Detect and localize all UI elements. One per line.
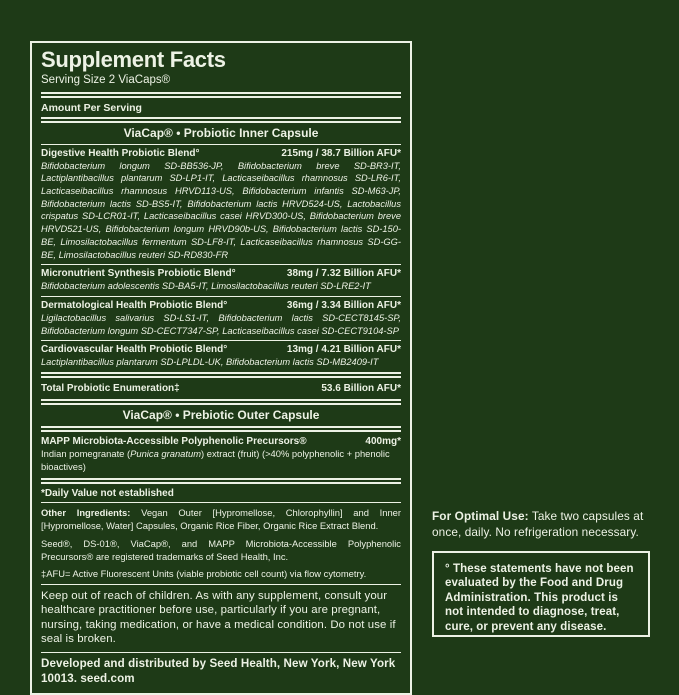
safety-warning: Keep out of reach of children. As with any supplement, consult your healthcare practitioner before use, particularly if you are pregnant, nursing, taking medication, or have a medical condition. Do not use if seal is broken.: [41, 589, 396, 646]
fda-disclaimer-box: [432, 551, 650, 637]
blend-strains: Bifidobacterium longum SD-BB536-JP, Bifidobacterium breve SD-BR3-IT, Lactiplantibacillus plantarum SD-LP1-IT, Lacticaseibacillus rhamnosus SD-LR6-IT, Lacticaseibacillus rhamnosus HRVD113-US, Bifidobacterium infantis SD-M63-JP, Bifidobacterium lactis SD-BS5-IT, Bifidobacterium lactis HRVD524-US, Lactobacillus crispatus SD-LCR01-IT, Lacticaseibacillus casei HRVD300-US, Bifidobacterium breve HRVD521-US, Bifidobacterium longum HRVD90b-US, Bifidobacterium lactis SD-150-BE, Limosilactobacillus fermentum SD-LF8-IT, Lacticaseibacillus rhamnosus SD-GG-BE, Limosilactobacillus reuteri SD-RD830-FR: [41, 160, 401, 260]
optimal-use-note: [432, 509, 672, 540]
prebiotic-description: [41, 448, 401, 474]
trademark-note: Seed®, DS-01®, ViaCap®, and MAPP Microbiota-Accessible Polyphenolic Precursors® are registered trademarks of Seed Health, Inc.: [41, 537, 401, 562]
blend-name: Digestive Health Probiotic Blend°: [41, 147, 200, 159]
fda-disclaimer-text: ° These statements have not been evaluated by the Food and Drug Administration. This product is not intended to diagnose, treat, cure, or prevent any disease.: [445, 563, 634, 633]
supplement-facts-panel: [30, 41, 412, 695]
inner-capsule-section-header: ViaCap® • Probiotic Inner Capsule: [123, 125, 319, 140]
other-ingredients-label: Other Ingredients:: [41, 506, 131, 518]
blend-strains: Bifidobacterium adolescentis SD-BA5-IT, Limosilactobacillus reuteri SD-LRE2-IT: [41, 281, 371, 292]
other-ingredients: [41, 503, 401, 534]
blend-name: Dermatological Health Probiotic Blend°: [41, 299, 228, 311]
blend-dermatological: [41, 297, 401, 340]
optimal-use-text: Take two capsules at once, daily. No refrigeration necessary.: [432, 509, 644, 539]
total-probiotic-enumeration-row: [41, 378, 401, 399]
blend-amount: 36mg / 3.34 Billion AFU*: [286, 299, 401, 311]
supplement-facts-title: Supplement Facts: [41, 47, 226, 72]
total-enumeration-label: Total Probiotic Enumeration‡: [41, 383, 180, 395]
blend-amount: 38mg / 7.32 Billion AFU*: [286, 268, 401, 280]
optimal-use-label: For Optimal Use:: [432, 509, 529, 523]
prebiotic-latin-name: Punica granatum: [130, 448, 202, 460]
blend-strains: Lactiplantibacillus plantarum SD-LPLDL-UK, Bifidobacterium lactis SD-MB2409-IT: [41, 357, 379, 368]
other-ingredients-text: Vegan Outer [Hypromellose, Chlorophyllin] and Inner [Hypromellose, Water] Capsules, Organic Rice Fiber, Organic Rice Extract Blend.: [41, 506, 402, 531]
outer-capsule-section-header: ViaCap® • Prebiotic Outer Capsule: [122, 408, 320, 423]
blend-amount: 215mg / 38.7 Billion AFU*: [281, 147, 401, 159]
total-enumeration-amount: 53.6 Billion AFU*: [321, 383, 401, 395]
prebiotic-amount: 400mg*: [365, 436, 401, 448]
serving-size: Serving Size 2 ViaCaps®: [41, 73, 171, 86]
blend-strains: Ligilactobacillus salivarius SD-LS1-IT, Bifidobacterium lactis SD-CECT8145-SP, Bifidobacterium longum SD-CECT7347-SP, Lacticaseibacillus casei SD-CECT9104-SP: [41, 312, 401, 336]
prebiotic-ingredient: [41, 432, 401, 478]
distributor-info: Developed and distributed by Seed Health, New York, New York 10013. seed.com: [41, 657, 396, 685]
prebiotic-description-suffix: ) extract (fruit) (>40% polyphenolic + phenolic bioactives): [41, 448, 390, 472]
daily-value-note: *Daily Value not established: [41, 487, 174, 499]
blend-name: Cardiovascular Health Probiotic Blend°: [41, 344, 228, 356]
prebiotic-name: MAPP Microbiota-Accessible Polyphenolic Precursors®: [41, 436, 307, 448]
blend-cardiovascular: [41, 341, 401, 372]
blend-micronutrient: [41, 265, 401, 296]
prebiotic-description-prefix: Indian pomegranate (: [41, 448, 131, 460]
amount-per-serving-heading: Amount Per Serving: [41, 101, 142, 114]
blend-digestive: [41, 145, 401, 265]
afu-definition-note: ‡AFU= Active Fluorescent Units (viable probiotic cell count) via flow cytometry.: [41, 567, 367, 579]
blend-name: Micronutrient Synthesis Probiotic Blend°: [41, 268, 236, 280]
blend-amount: 13mg / 4.21 Billion AFU*: [286, 344, 401, 356]
